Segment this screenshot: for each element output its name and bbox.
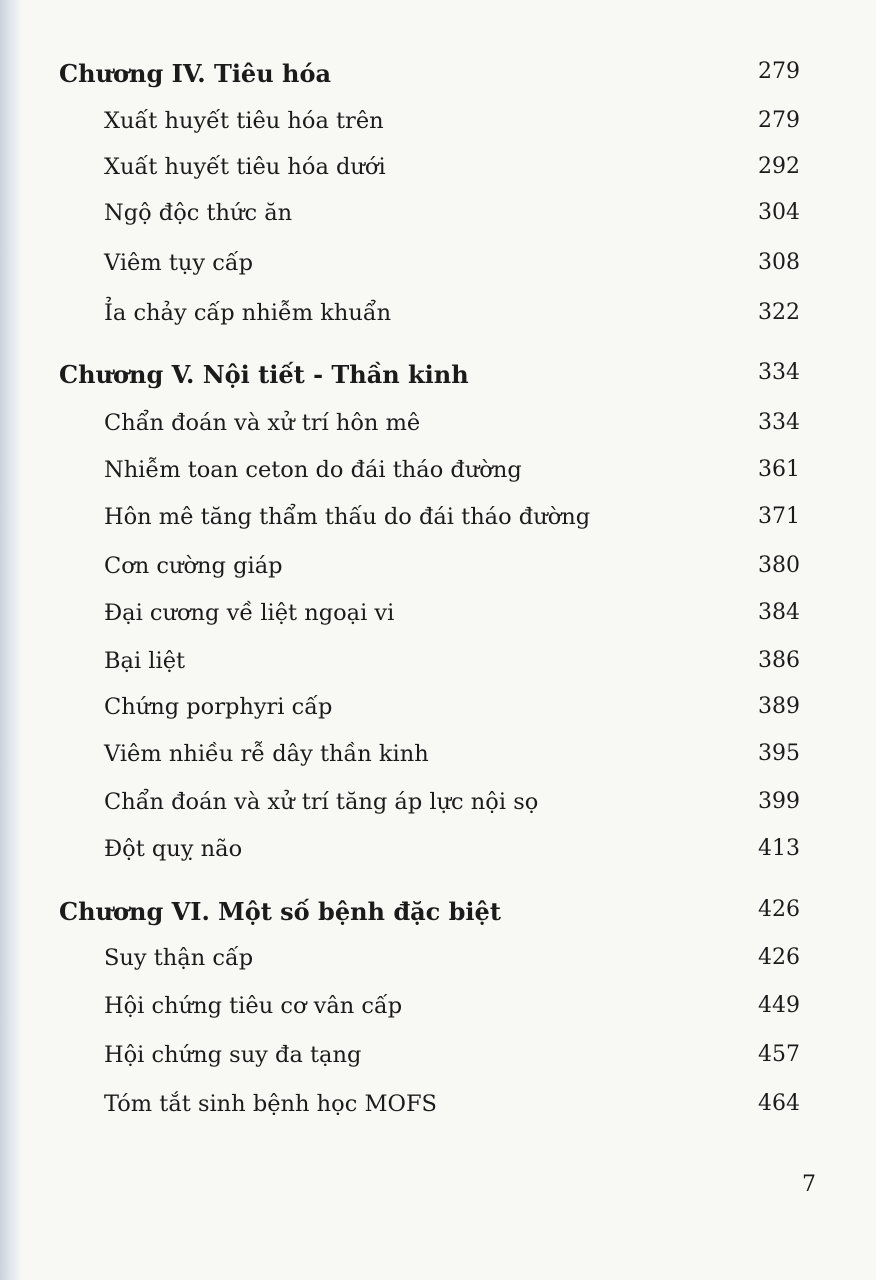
chapter-page-number: 334 bbox=[758, 360, 800, 385]
entry-page-number: 279 bbox=[758, 108, 800, 133]
toc-chapter bbox=[0, 59, 876, 99]
chapter-page-number: 426 bbox=[758, 897, 800, 922]
toc-entry bbox=[0, 993, 876, 1033]
entry-page-number: 334 bbox=[758, 410, 800, 435]
entry-title: Xuất huyết tiêu hóa trên bbox=[104, 108, 384, 134]
toc-entry bbox=[0, 600, 876, 640]
entry-title: Suy thận cấp bbox=[104, 945, 254, 971]
toc-entry bbox=[0, 741, 876, 781]
entry-title: Hội chứng suy đa tạng bbox=[104, 1042, 362, 1068]
entry-page-number: 308 bbox=[758, 250, 800, 275]
chapter-title: Chương IV. Tiêu hóa bbox=[59, 59, 332, 88]
entry-title: Chứng porphyri cấp bbox=[104, 694, 333, 720]
entry-title: Ngộ độc thức ăn bbox=[104, 200, 293, 226]
toc-entry bbox=[0, 1091, 876, 1131]
toc-entry bbox=[0, 945, 876, 985]
entry-title: Bại liệt bbox=[104, 648, 186, 674]
entry-title: Viêm tụy cấp bbox=[104, 250, 254, 276]
toc-entry bbox=[0, 694, 876, 734]
entry-title: Viêm nhiều rễ dây thần kinh bbox=[104, 741, 429, 767]
entry-title: Cơn cường giáp bbox=[104, 553, 283, 579]
entry-title: Chẩn đoán và xử trí tăng áp lực nội sọ bbox=[104, 789, 539, 815]
toc-entry bbox=[0, 789, 876, 829]
toc-entry bbox=[0, 1042, 876, 1082]
chapter-title: Chương V. Nội tiết - Thần kinh bbox=[59, 360, 469, 389]
toc-chapter bbox=[0, 897, 876, 937]
entry-title: Hội chứng tiêu cơ vân cấp bbox=[104, 993, 403, 1019]
entry-page-number: 322 bbox=[758, 300, 800, 325]
entry-page-number: 413 bbox=[758, 836, 800, 861]
entry-title: Đột quỵ não bbox=[104, 836, 243, 862]
toc-entry bbox=[0, 648, 876, 688]
entry-page-number: 361 bbox=[758, 457, 800, 482]
toc-entry bbox=[0, 250, 876, 290]
toc-chapter bbox=[0, 360, 876, 400]
toc-entry bbox=[0, 410, 876, 450]
toc-entry bbox=[0, 553, 876, 593]
entry-title: Chẩn đoán và xử trí hôn mê bbox=[104, 410, 421, 436]
entry-page-number: 386 bbox=[758, 648, 800, 673]
toc-entry bbox=[0, 836, 876, 876]
entry-page-number: 399 bbox=[758, 789, 800, 814]
entry-page-number: 395 bbox=[758, 741, 800, 766]
toc-entry bbox=[0, 108, 876, 148]
entry-page-number: 304 bbox=[758, 200, 800, 225]
entry-page-number: 380 bbox=[758, 553, 800, 578]
entry-page-number: 371 bbox=[758, 504, 800, 529]
entry-page-number: 292 bbox=[758, 154, 800, 179]
entry-page-number: 426 bbox=[758, 945, 800, 970]
toc-entry bbox=[0, 504, 876, 544]
entry-page-number: 449 bbox=[758, 993, 800, 1018]
entry-page-number: 384 bbox=[758, 600, 800, 625]
page-folio-number: 7 bbox=[802, 1172, 816, 1197]
entry-title: Tóm tắt sinh bệnh học MOFS bbox=[104, 1091, 437, 1117]
entry-title: Hôn mê tăng thẩm thấu do đái tháo đường bbox=[104, 504, 591, 530]
entry-title: Đại cương về liệt ngoại vi bbox=[104, 600, 395, 626]
toc-entry bbox=[0, 200, 876, 240]
entry-title: Ỉa chảy cấp nhiễm khuẩn bbox=[104, 300, 392, 326]
toc-entry bbox=[0, 300, 876, 340]
entry-title: Nhiễm toan ceton do đái tháo đường bbox=[104, 457, 522, 483]
entry-title: Xuất huyết tiêu hóa dưới bbox=[104, 154, 386, 180]
toc-entry bbox=[0, 457, 876, 497]
entry-page-number: 457 bbox=[758, 1042, 800, 1067]
toc-entry bbox=[0, 154, 876, 194]
entry-page-number: 464 bbox=[758, 1091, 800, 1116]
chapter-page-number: 279 bbox=[758, 59, 800, 84]
entry-page-number: 389 bbox=[758, 694, 800, 719]
chapter-title: Chương VI. Một số bệnh đặc biệt bbox=[59, 897, 501, 926]
